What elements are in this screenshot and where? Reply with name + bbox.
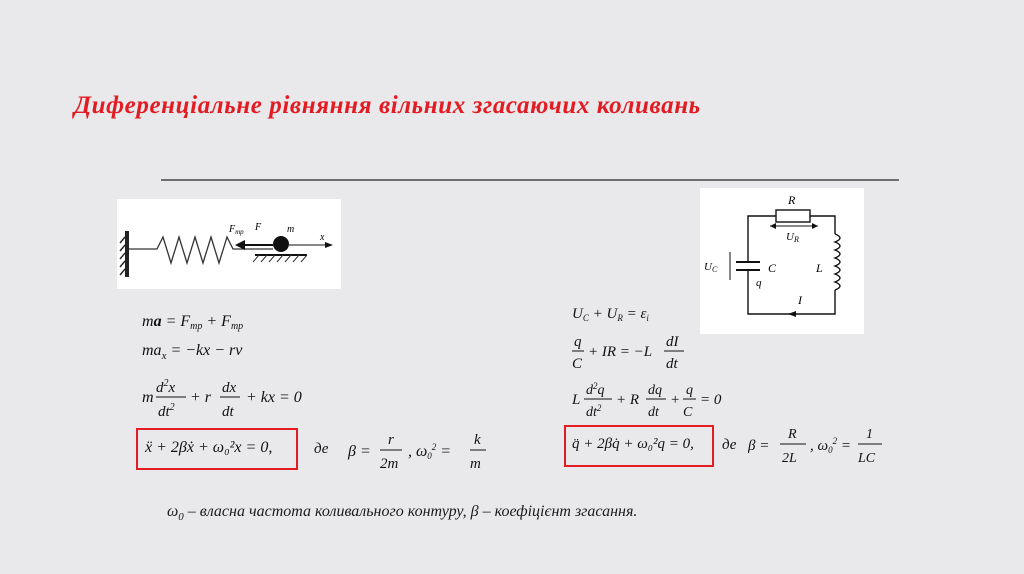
svg-text:L: L <box>572 392 581 408</box>
svg-text:UR: UR <box>786 231 799 244</box>
svg-text:r: r <box>388 432 394 448</box>
svg-text:R: R <box>788 427 797 442</box>
svg-text:dq: dq <box>648 383 662 398</box>
slide-title: Диференціальне рівняння вільних згасаючих коливань <box>74 92 701 119</box>
svg-text:LC: LC <box>858 451 876 466</box>
mechanics-beta-formula <box>346 428 496 483</box>
svg-text:dt2: $dt^2$ <box>158 402 175 420</box>
svg-text:2m: 2m <box>380 456 399 472</box>
svg-text:+ R: + R <box>616 392 640 408</box>
spring-mass-figure <box>117 199 341 289</box>
wall-icon <box>125 231 129 277</box>
svg-text:dt: dt <box>222 404 234 420</box>
svg-text:dt: dt <box>648 405 659 420</box>
circuit-result-equation: q̈ + 2βq̇ + ω₀²q = 0, <box>572 436 694 452</box>
svg-text:, ω02 =: , $\omega_0^2$ = <box>810 436 851 455</box>
svg-text:+: + <box>670 392 681 408</box>
svg-text:UC: UC <box>704 261 718 274</box>
svg-text:UC + UR = εi: $U_C + U_R = \varepsilon_i$ <box>572 306 649 323</box>
mass-ball-icon <box>273 236 289 252</box>
svg-text:dt: dt <box>666 356 678 372</box>
footnote-text: – власна частота коливального контуру, β – коефіцієнт згасання. <box>183 503 638 520</box>
svg-text:β =: β = <box>748 438 770 454</box>
svg-text:q: q <box>686 383 693 398</box>
circuit-differential-equation <box>572 376 732 429</box>
mechanics-where-label: де <box>314 441 329 457</box>
svg-text:ma = Fтр + Fтр: ma = Fтр + Fтр <box>142 313 244 332</box>
svg-text:1: 1 <box>866 427 873 442</box>
rlc-circuit-figure <box>700 188 864 334</box>
mass-label: m <box>287 224 295 235</box>
circuit-beta-formula <box>748 422 888 477</box>
force-label: F <box>255 222 262 233</box>
svg-text:R: R <box>788 193 796 207</box>
svg-text:+ kx = 0: + kx = 0 <box>246 389 302 406</box>
svg-text:C: C <box>572 356 583 372</box>
svg-text:2L: 2L <box>782 451 797 466</box>
circuit-where-label: де <box>722 437 737 453</box>
differential-equation <box>142 372 332 429</box>
axis-label: x <box>320 232 325 243</box>
resistor-icon <box>776 210 810 222</box>
svg-text:, ω02 =: , $\omega 0^2$ = <box>408 442 452 461</box>
svg-text:β =: β = <box>348 443 371 460</box>
wall-hatch-icon <box>120 237 125 275</box>
svg-text:C: C <box>768 261 777 275</box>
circuit-ohm-equation <box>572 328 702 381</box>
friction-force-label: $F_{тр}$ <box>229 224 244 236</box>
svg-text:I: I <box>798 293 802 307</box>
projected-equation: $ma_x = -kx$ − rv <box>142 342 243 362</box>
title-divider <box>161 179 899 181</box>
kirchhoff-equation <box>572 302 702 331</box>
footnote-omega: ω <box>167 503 179 520</box>
svg-text:m: m <box>142 389 154 406</box>
inductor-icon <box>835 234 840 290</box>
svg-text:+ r: + r <box>190 389 212 406</box>
svg-text:dI: dI <box>666 334 679 350</box>
svg-text:= 0: = 0 <box>700 392 722 408</box>
footnote-omega-sub: 0 <box>178 511 184 524</box>
svg-text:q: q <box>756 277 762 289</box>
svg-text:q: q <box>574 334 582 350</box>
svg-text:dt2: $dt^2$ <box>586 403 602 420</box>
spring-icon <box>129 237 273 263</box>
newton-equation <box>140 308 280 339</box>
svg-text:k: k <box>474 432 481 448</box>
svg-text:C: C <box>683 405 693 420</box>
current-arrow-icon <box>788 311 796 317</box>
svg-text:L: L <box>816 261 823 275</box>
svg-text:d2x: $d^2x$ <box>156 378 176 396</box>
svg-text:m: m <box>470 456 481 472</box>
svg-text:dx: dx <box>222 380 237 396</box>
axis-arrow-icon <box>325 242 333 248</box>
mechanics-result-equation: ẍ + 2βẋ + ω₀²x = 0, <box>145 439 273 456</box>
svg-text:d2q: $d^2q$ <box>586 381 605 398</box>
footnote <box>167 503 637 523</box>
svg-text:+ IR = −L: + IR = −L <box>588 344 653 360</box>
